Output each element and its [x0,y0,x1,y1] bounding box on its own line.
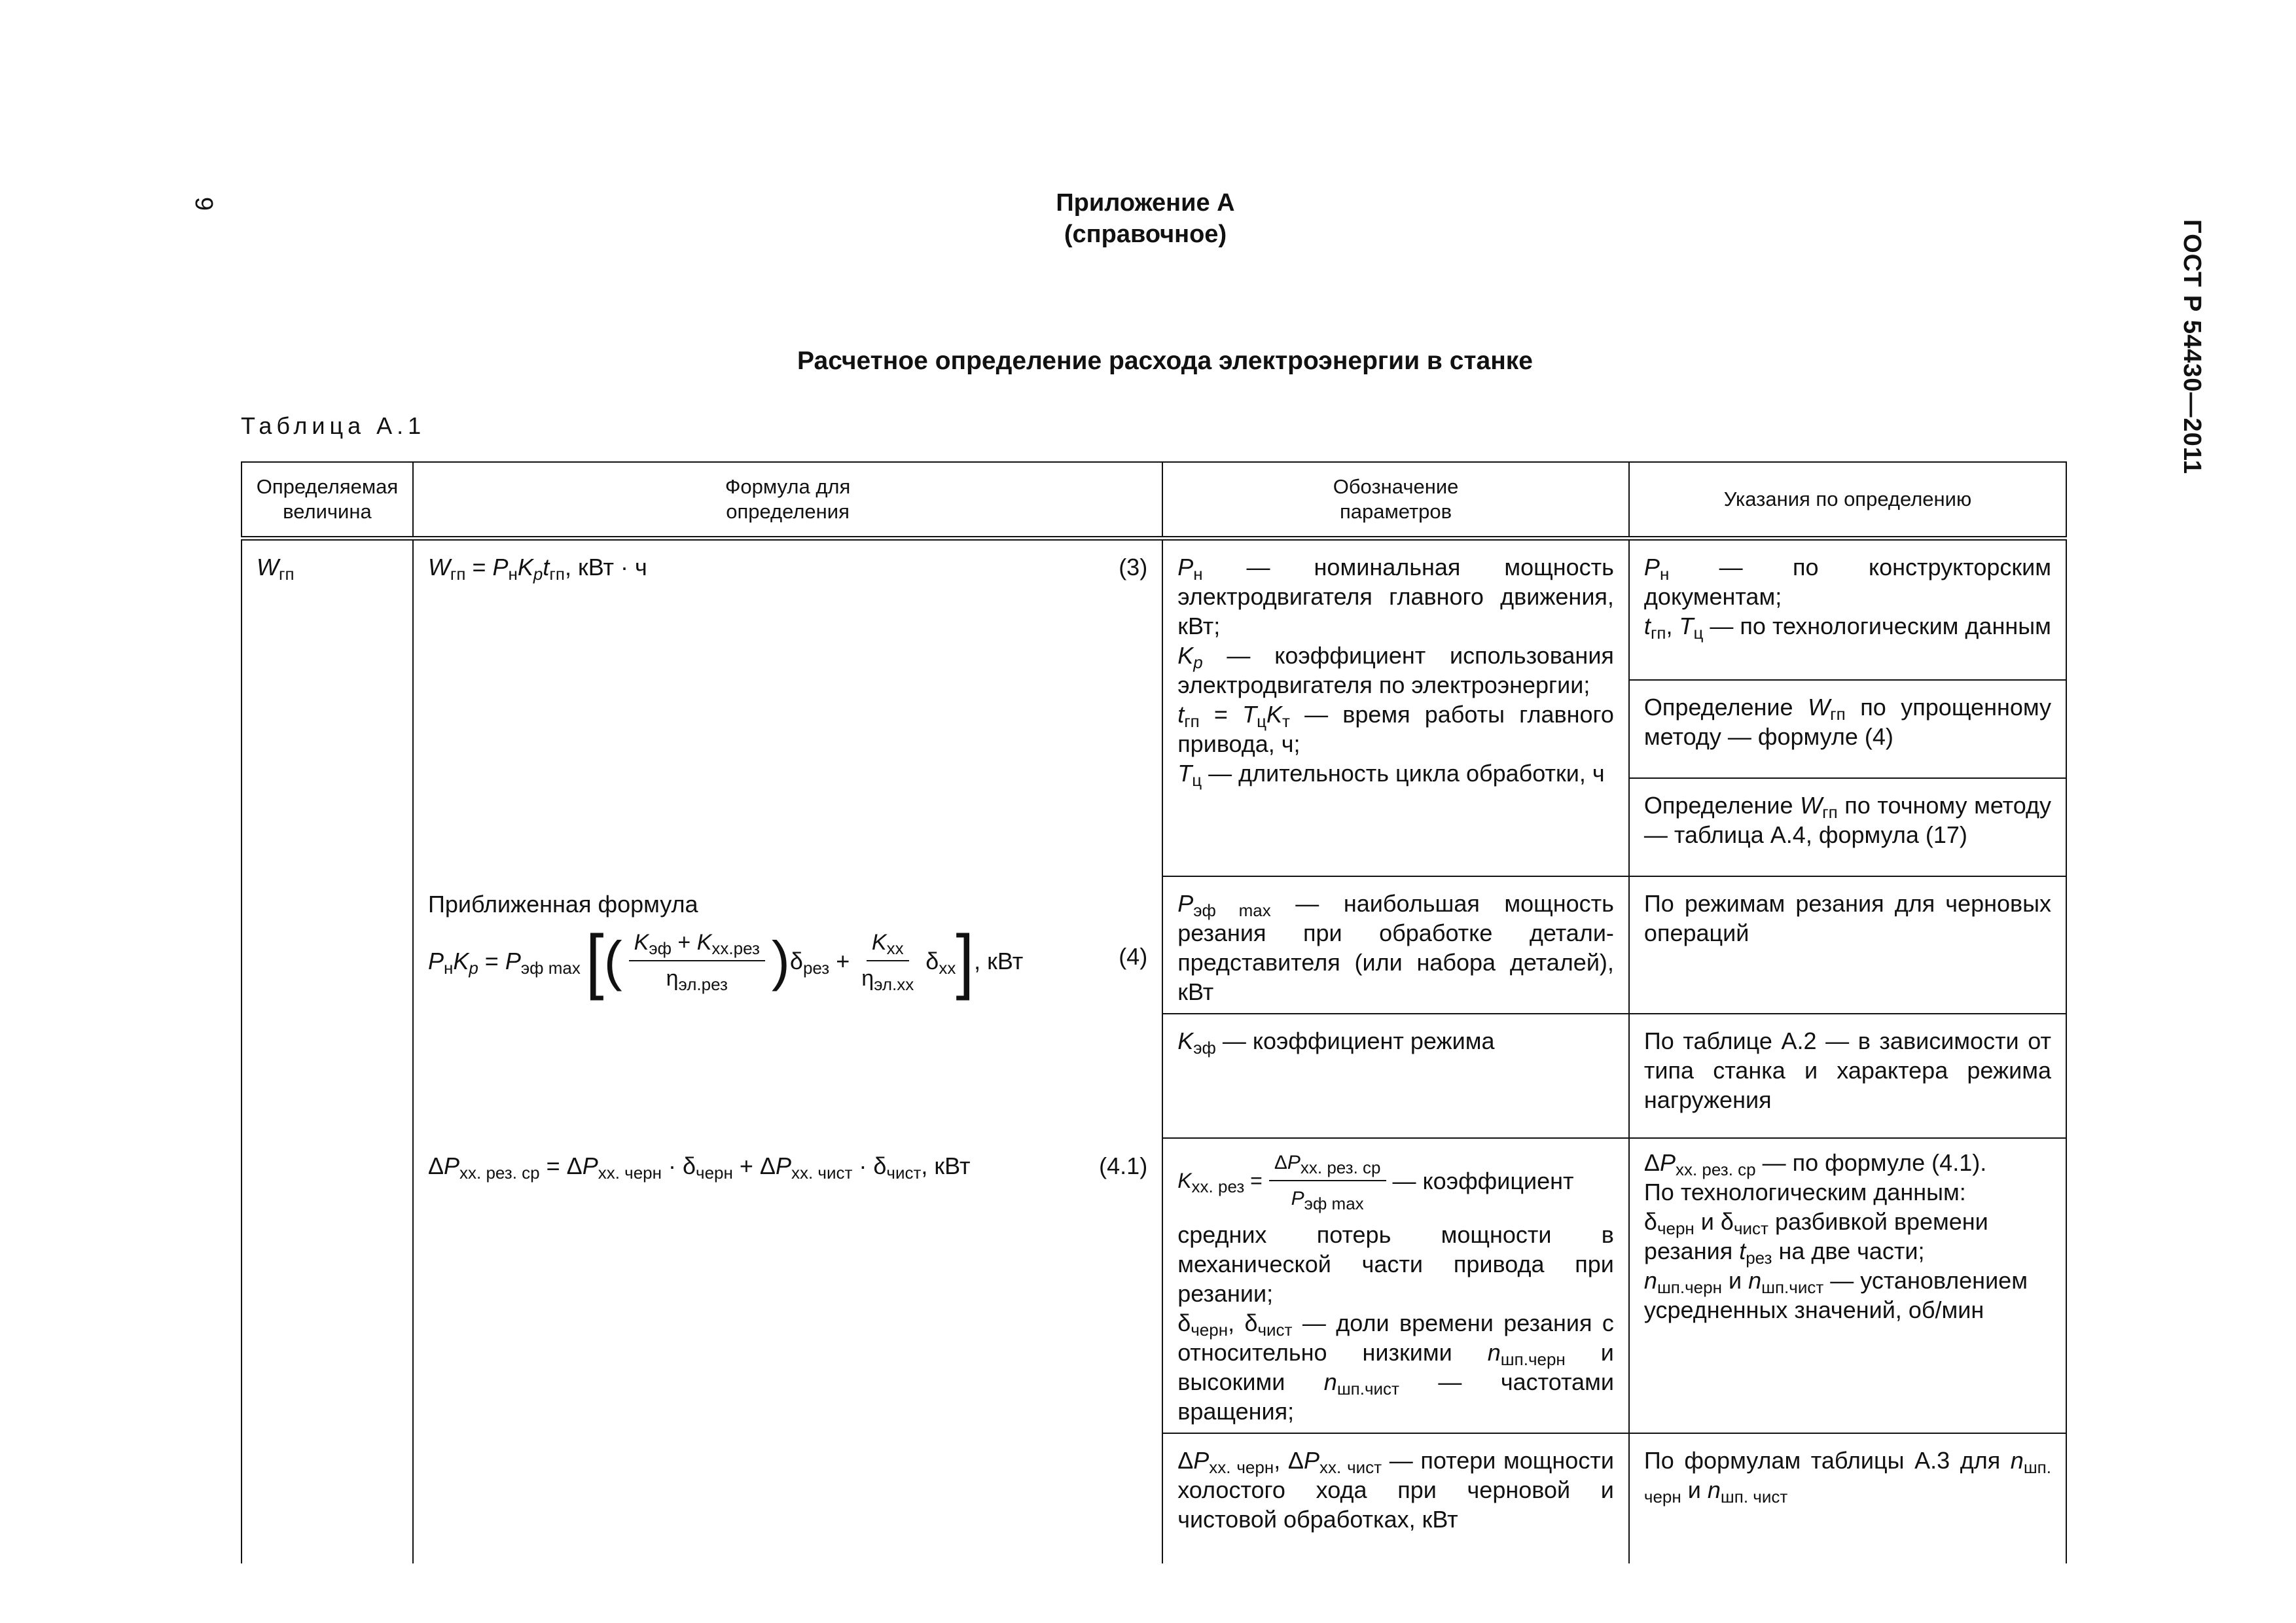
appendix-subtitle: (справочное) [1064,221,1227,248]
formula-number: (3) [1119,554,1148,580]
note-cell: Определение $W_{гп}$ по упрощенному методу — формуле (4) [1629,680,2066,778]
formula-4: $P_нK_р = P_{эф max}$ [ ( $\frac{K_{эф} + K_{хх.рез}}{\eta_{эл.рез}}$ ) $\delta_{рез}$ + $\frac{K_{хх}}{\eta_{эл.хх}}$ $\delta_{хх}$ ] , кВт [427,920,1024,1001]
calculation-table [241,461,2067,1563]
note-cell: $\Delta P_{хх. рез. ср}$ — по формуле (4.1). По технологическим данным: $\delta_{черн}$ и $\delta_{чист}$ разбивкой времени резания $t_{рез}$ на две части; $n_{шп.черн}$ и $n_{шп.чист}$ — установлением усредненных значений, об/мин [1629,1138,2066,1433]
params-cell: $P_н$ — номинальная мощность электродвигателя главного движения, кВт; $K_р$ — коэффициент использования электродвигателя по электроэнергии; $t_{гп} = T_цK_т$ — время работы главного привода, ч; $T_ц$ — длительность цикла обработки, ч [1162,539,1629,877]
table-header-row [242,462,2066,539]
formula-4-intro: Приближенная формула [427,891,698,918]
formula-number: (4.1) [1099,1152,1148,1179]
params-cell: $K_{хх. рез}$ = $\frac{\Delta P_{хх. рез. ср}}{P_{эф max}}$ — коэффициент средних потерь мощности в механической части привода при резании; $\delta_{черн}$, $\delta_{чист}$ — доли времени резания с относительно низкими $n_{шп.черн}$ и высокими $n_{шп.чист}$ — частотами вращения; [1162,1138,1629,1433]
note-cell: По таблице А.2 — в зависимости от типа станка и характера режима нагружения [1629,1014,2066,1138]
quantity-cell: $W_{гп}$ [242,539,413,1564]
page-number: 9 [190,196,218,211]
note-cell: По формулам таблицы А.3 для $n_{шп. черн}$ и $n_{шп. чист}$ [1629,1433,2066,1563]
appendix-heading [851,187,1440,250]
formula-3-cell [413,539,1162,877]
formula-number: (4) [1119,942,1148,970]
formula-3: $W_{гп} = P_нK_рt_{гп}$, кВт · ч [427,554,647,584]
header-instructions: Указания по определению [1629,462,2066,539]
params-cell: $P_{эф max}$ — наибольшая мощность резания при обработке детали-представителя (или набора деталей), кВт [1162,876,1629,1014]
params-cell: $\Delta P_{хх. черн}$, $\Delta P_{хх. чист}$ — потери мощности холостого хода при черновой и чистовой обработках, кВт [1162,1433,1629,1563]
appendix-title: Приложение А [1056,189,1235,217]
formula-4-cell [413,876,1162,1138]
header-formula: Формула для определения [413,462,1162,539]
header-quantity: Определяемая величина [242,462,413,539]
table-label: Таблица А.1 [241,412,426,439]
header-parameters: Обозначение параметров [1162,462,1629,539]
table-row [242,876,2066,1014]
page-title: Расчетное определение расхода электроэнергии в станке [797,347,1533,375]
note-cell: По режимам резания для черновых операций [1629,876,2066,1014]
table-row [242,539,2066,681]
formula-41: $\Delta P_{хх. рез. ср} = \Delta P_{хх. черн} \cdot \delta_{черн} + \Delta P_{хх. чист} \cdot \delta_{чист}$, кВт [427,1152,971,1183]
note-cell: $P_н$ — по конструкторским документам; $t_{гп}$, $T_ц$ — по технологическим данным [1629,539,2066,681]
formula-41-cell [413,1138,1162,1563]
note-cell: Определение $W_{гп}$ по точному методу — таблица А.4, формула (17) [1629,778,2066,876]
params-cell: $K_{эф}$ — коэффициент режима [1162,1014,1629,1138]
table-row [242,1138,2066,1433]
standard-designation: ГОСТ Р 54430—2011 [2178,219,2206,474]
